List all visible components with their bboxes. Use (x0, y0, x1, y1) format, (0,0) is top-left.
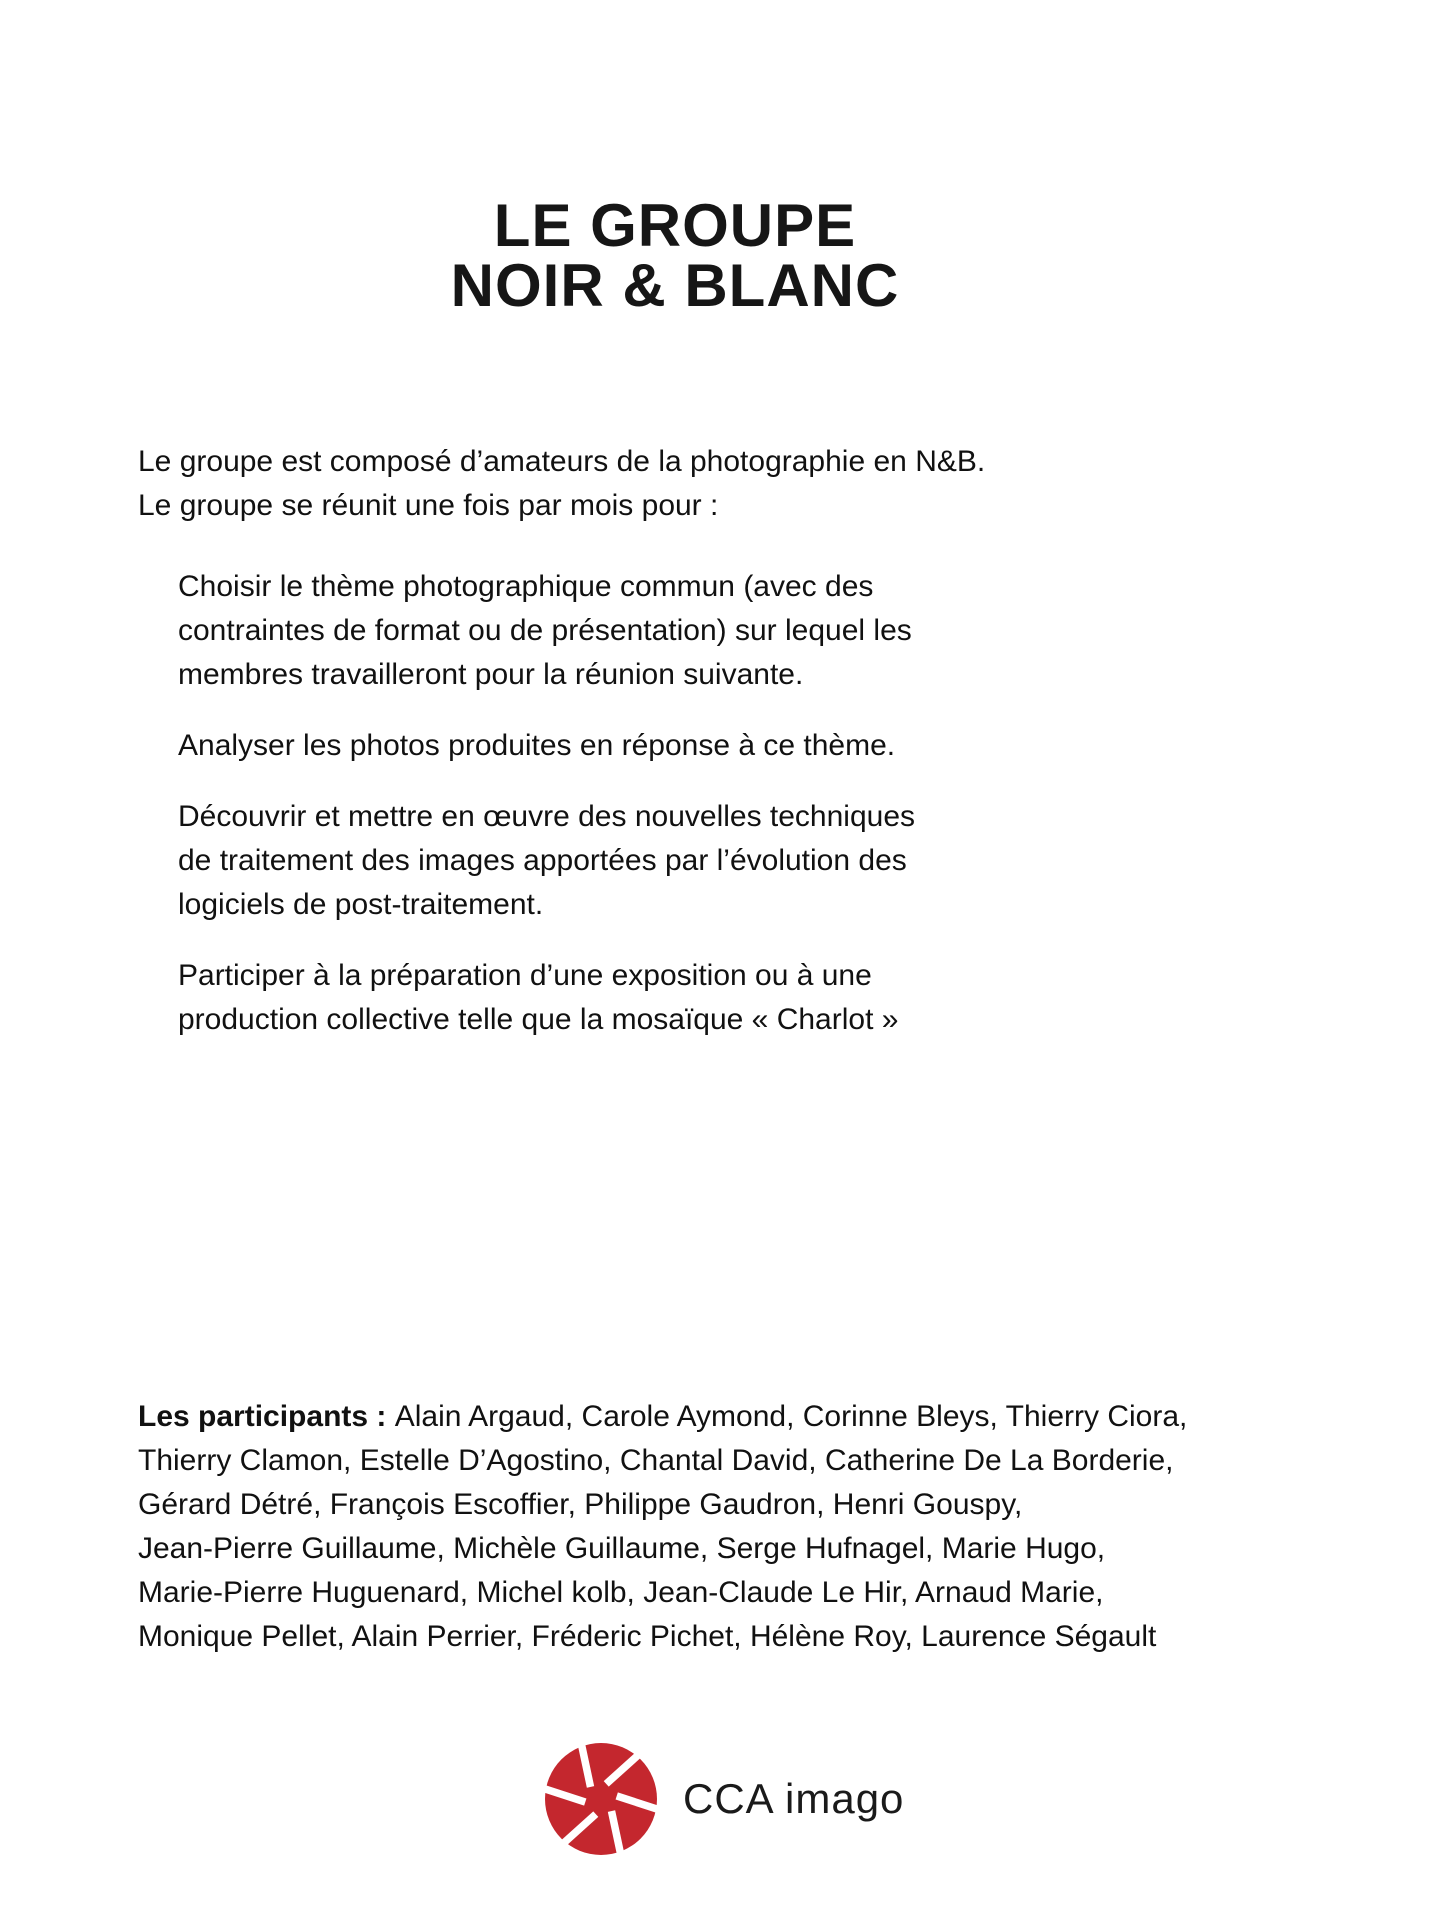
list-item-line: logiciels de post-traitement. (178, 888, 544, 921)
list-item-line: Choisir le thème photographique commun (avec des (178, 570, 874, 603)
participants-line (138, 1395, 1187, 1439)
participants-line: Thierry Clamon, Estelle D’Agostino, Chantal David, Catherine De La Borderie, (138, 1444, 1174, 1477)
intro-line: Le groupe se réunit une fois par mois pour : (138, 489, 719, 522)
list-item (178, 565, 915, 697)
participants-line: Jean-Pierre Guillaume, Michèle Guillaume, Serge Hufnagel, Marie Hugo, (138, 1532, 1106, 1565)
participants-line: Marie-Pierre Huguenard, Michel kolb, Jean-Claude Le Hir, Arnaud Marie, (138, 1576, 1104, 1609)
page-title-line-1: LE GROUPE (493, 192, 857, 259)
logo-wordmark: CCA imago (683, 1775, 905, 1822)
list-item-line: contraintes de format ou de présentation) sur lequel les (178, 614, 912, 647)
activities-list (178, 565, 915, 1069)
list-item-line: membres travailleront pour la réunion suivante. (178, 658, 804, 691)
list-item-line: de traitement des images apportées par l’évolution des (178, 844, 907, 877)
participants-paragraph (138, 1395, 1187, 1659)
intro-paragraph (138, 440, 985, 528)
participants-line: Monique Pellet, Alain Perrier, Fréderic Pichet, Hélène Roy, Laurence Ségault (138, 1620, 1157, 1653)
page-title-line-2: NOIR & BLANC (450, 252, 900, 319)
list-item-line: Découvrir et mettre en œuvre des nouvelles techniques (178, 800, 916, 833)
aperture-icon (545, 1743, 657, 1855)
page-title (0, 192, 1350, 319)
intro-line: Le groupe est composé d’amateurs de la photographie en N&B. (138, 445, 986, 478)
list-item (178, 795, 915, 927)
list-item-line: Analyser les photos produites en réponse à ce thème. (178, 729, 896, 762)
list-item-line: Participer à la préparation d’une exposition ou à une (178, 959, 872, 992)
participants-names: Alain Argaud, Carole Aymond, Corinne Bleys, Thierry Ciora, (394, 1400, 1188, 1433)
list-item-line: production collective telle que la mosaïque « Charlot » (178, 1003, 899, 1036)
list-item (178, 724, 915, 768)
participants-label: Les participants : (138, 1400, 395, 1433)
footer-logo (545, 1743, 904, 1855)
participants-line: Gérard Détré, François Escoffier, Philippe Gaudron, Henri Gouspy, (138, 1488, 1023, 1521)
list-item (178, 954, 915, 1042)
